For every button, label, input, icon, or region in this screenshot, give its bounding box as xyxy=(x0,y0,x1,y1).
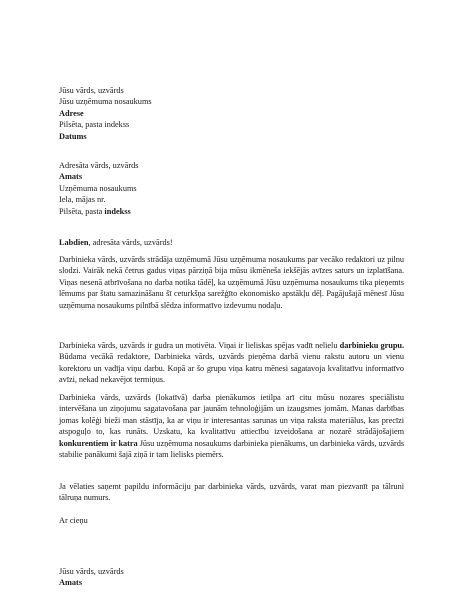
recipient-city-text: Pilsēta, pasta xyxy=(59,206,105,216)
greeting-word: Labdien xyxy=(59,238,89,247)
greeting xyxy=(59,237,404,248)
recipient-postal-code: indekss xyxy=(104,206,131,216)
paragraph-text: Ja vēlaties saņemt papildu informāciju par darbinieka vārds, uzvārds, varat man piezvanīt pa tālruni tālruņa numurs. xyxy=(59,482,404,503)
paragraph-text: Darbinieka vārds, uzvārds ir gudra un motivēta. Viņai ir lieliskas spējas vadīt nelielu xyxy=(59,341,340,350)
paragraph-bold-text: darbinieku grupu. xyxy=(339,341,405,350)
recipient-street: Iela, mājas nr. xyxy=(59,195,106,205)
recipient-city xyxy=(59,206,404,217)
body-paragraph-3 xyxy=(59,392,404,460)
sender-address: Adrese xyxy=(59,108,84,118)
paragraph-text: Būdama vecākā redaktore, Darbinieka vārds, uzvārds pieņēma darbā vienu rakstu autoru un vienu korektoru un vadīja viņu darbu. Kopā ar šo grupu viņa katru mēnesi sagatavoja kvalitatīvu informatīvo avīzi, nekad nekavējot termiņus. xyxy=(59,352,404,385)
signature-title: Amats xyxy=(59,578,83,588)
paragraph-text: Jūsu uzņēmuma nosaukums darbinieka pienākums, un darbinieka vārds, uzvārds stabilie panākumi šajā ziņā ir tam lielisks piemērs. xyxy=(59,438,405,460)
greeting-name: , adresāta vārds, uzvārds! xyxy=(88,238,173,247)
closing-text: Ar cieņu xyxy=(59,516,88,525)
letter-date: Datums xyxy=(59,131,87,141)
recipient-block xyxy=(59,160,404,217)
signature-block xyxy=(59,566,404,589)
body-paragraph-1 xyxy=(59,254,404,311)
recipient-company: Uzņēmuma nosaukums xyxy=(59,183,137,193)
sender-block xyxy=(59,85,404,142)
paragraph-bold-text: konkurentiem ir katra xyxy=(59,438,138,448)
closing xyxy=(59,515,404,526)
sender-name: Jūsu vārds, uzvārds xyxy=(59,86,124,95)
paragraph-text: Darbinieka vārds, uzvārds (lokatīvā) darba pienākumos ietilpa arī citu mūsu nozares speciālistu intervēšana un ziņojumu sagatavošana par jaunām tehnoloģijām un izaugsmes jomām. Manas darbības jomas kolēģi bieži man stāstīja, ka ar viņu ir interesantas sarunas un viņa raksta materiālus, kas precīzi atspoguļo to, kas runāts. Uzskatu, ka kvalitatīvu attiecību izveidošana ar nozarē strādājošajiem xyxy=(59,393,404,437)
signature-name: Jūsu vārds, uzvārds xyxy=(59,567,124,576)
sender-company: Jūsu uzņēmuma nosaukums xyxy=(59,97,152,107)
paragraph-text: Darbinieka vārds, uzvārds strādāja uzņēmumā Jūsu uzņēmuma nosaukums par vecāko redaktori uz pilnu slodzi. Vairāk nekā četrus gadus viņas pārziņā bija mūsu ikmēneša iekšējās avīzes saturs un izplatīšana. Viņas nesenā atbrīvošana no darba notika tādēļ, ka uzņēmumā Jūsu uzņēmuma nosaukums tika pieņemts lēmums par štatu samazināšanu šī ceturkšņa sarežģīto ekonomisko apstākļu dēļ. Pagājušajā mēnesī Jūsu uzņēmuma nosaukums pilnībā slēdza informatīvo izdevumu nodaļu. xyxy=(59,255,404,310)
recipient-name: Adresāta vārds, uzvārds xyxy=(59,161,139,170)
body-paragraph-4 xyxy=(59,481,404,504)
body-paragraph-2 xyxy=(59,340,404,386)
sender-city: Pilsēta, pasta indekss xyxy=(59,120,130,130)
recipient-title: Amats xyxy=(59,172,83,182)
